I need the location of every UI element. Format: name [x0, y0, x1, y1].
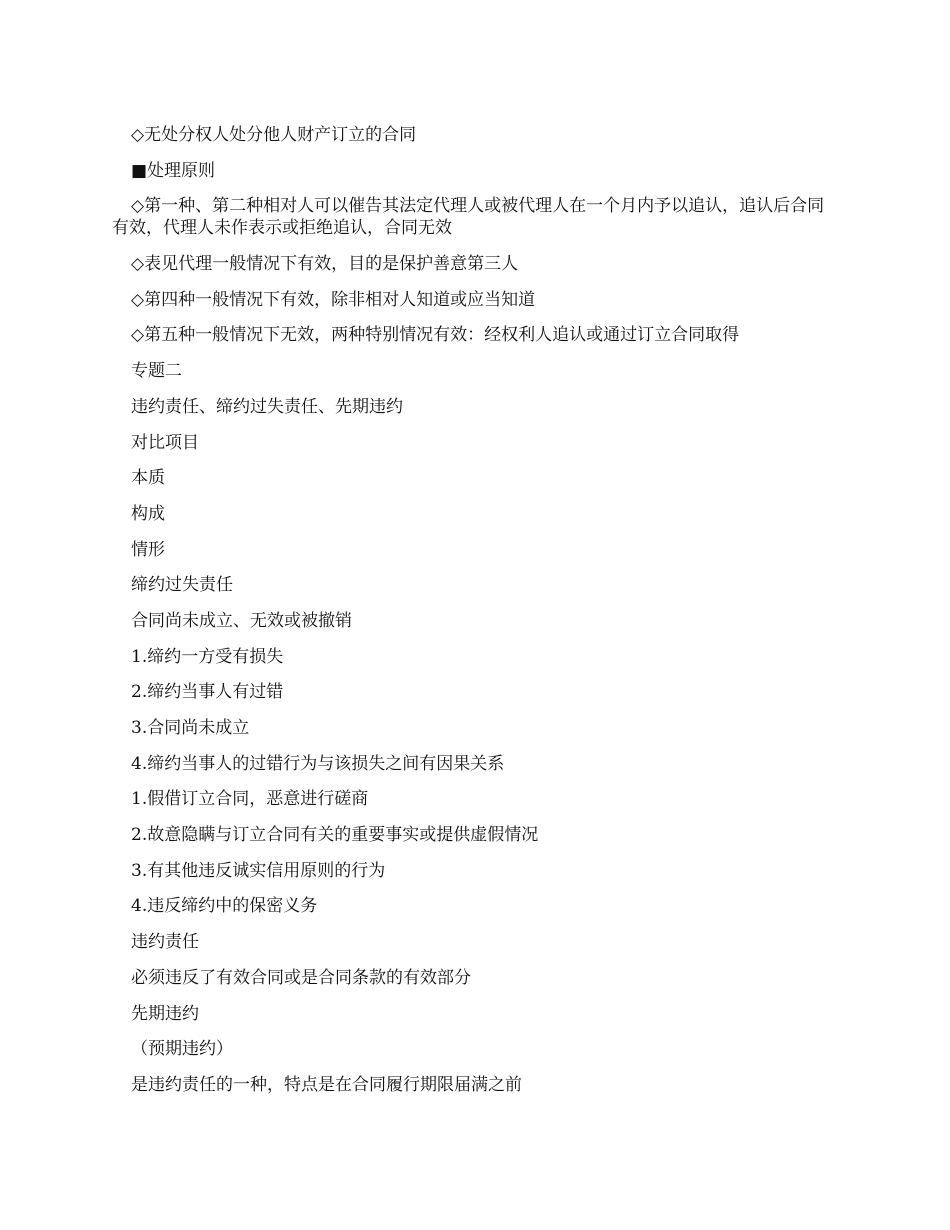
paragraph: （预期违约） [131, 1039, 233, 1060]
list-item: 3.合同尚未成立 [131, 718, 250, 738]
paragraph: ◇第一种、第二种相对人可以催告其法定代理人或被代理人在一个月内予以追认，追认后合同有效，代理人未作表示或拒绝追认，合同无效 [112, 196, 825, 239]
list-item: 4.违反缔约中的保密义务 [131, 896, 318, 917]
paragraph: ◇第四种一般情况下有效，除非相对人知道或应当知道 [131, 289, 536, 310]
list-item: 2.故意隐瞒与订立合同有关的重要事实或提供虚假情况 [131, 825, 539, 846]
paragraph: 情形 [131, 539, 165, 560]
list-item: 1.缔约一方受有损失 [131, 646, 284, 667]
paragraph: 必须违反了有效合同或是合同条款的有效部分 [131, 967, 471, 988]
paragraph: 先期违约 [131, 1003, 199, 1024]
paragraph: ◇第五种一般情况下无效，两种特别情况有效：经权利人追认或通过订立合同取得 [131, 325, 740, 346]
paragraph: 本质 [131, 468, 165, 489]
paragraph: 违约责任 [131, 932, 199, 953]
list-item: 2.缔约当事人有过错 [131, 682, 284, 703]
document-body [112, 124, 840, 1110]
paragraph: 是违约责任的一种，特点是在合同履行期限届满之前 [131, 1074, 522, 1095]
list-item: 1.假借订立合同，恶意进行磋商 [131, 789, 369, 810]
section-heading: ■处理原则 [131, 160, 216, 181]
topic-title: 违约责任、缔约过失责任、先期违约 [131, 396, 403, 417]
list-item: 3.有其他违反诚实信用原则的行为 [131, 860, 386, 881]
topic-heading: 专题二 [131, 361, 182, 382]
paragraph: 对比项目 [131, 432, 199, 453]
paragraph: ◇无处分权人处分他人财产订立的合同 [131, 125, 417, 145]
list-item: 4.缔约当事人的过错行为与该损失之间有因果关系 [131, 753, 505, 774]
paragraph: 构成 [131, 503, 165, 524]
paragraph: ◇表见代理一般情况下有效，目的是保护善意第三人 [131, 254, 519, 275]
paragraph: 合同尚未成立、无效或被撤销 [131, 610, 352, 631]
paragraph: 缔约过失责任 [131, 575, 233, 596]
